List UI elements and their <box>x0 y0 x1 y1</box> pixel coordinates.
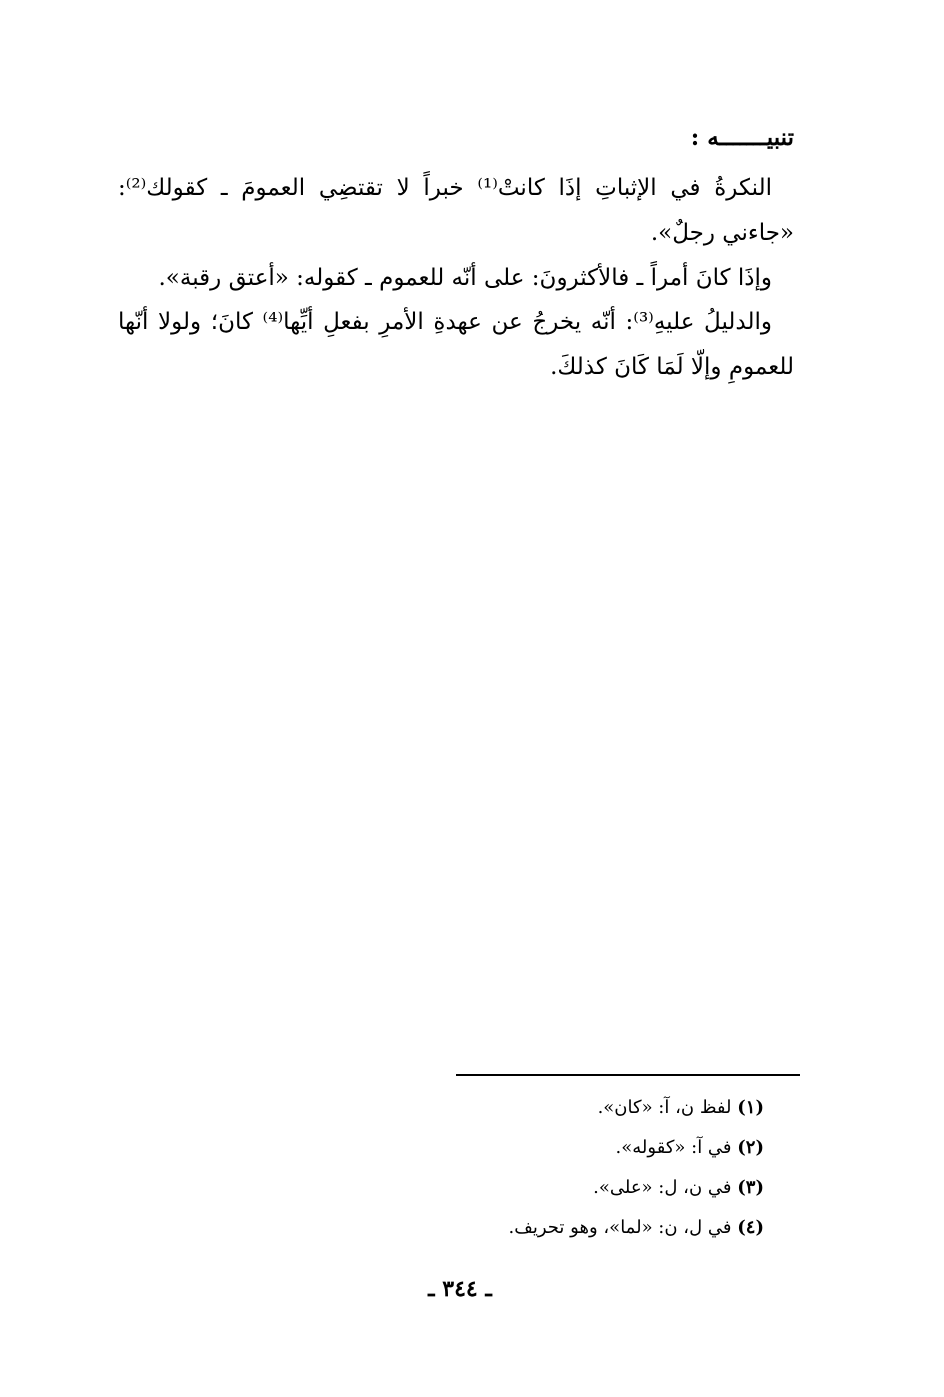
footnote-text: لفظ ن، آ: «كان». <box>597 1097 732 1118</box>
page-number: ـ ٣٤٤ ـ <box>428 1276 492 1302</box>
paragraph-text: والدليلُ عليهِ⁽³⁾: أنّه يخرجُ عن عهدةِ الأمرِ بفعلِ أيِّها⁽⁴⁾ كانَ؛ ولولا أنّها للعمومِ وإلّا لَمَا كَانَ كذلكَ. <box>118 309 794 380</box>
footnote-text: في ن، ل: «على». <box>593 1177 732 1198</box>
footnote-number: (٤) <box>737 1217 764 1238</box>
footnote-number: (١) <box>737 1097 764 1118</box>
paragraph-text: النكرةُ في الإثباتِ إذَا كانتْ⁽¹⁾ خبراً لا تقتضِي العمومَ ـ كقولك⁽²⁾: «جاءني رجلٌ». <box>118 175 794 246</box>
footnote-text: في آ: «كقوله». <box>615 1137 732 1158</box>
footnotes-section <box>509 1088 764 1248</box>
footnote-1 <box>509 1088 764 1128</box>
paragraph-2 <box>118 256 794 301</box>
footnote-2 <box>509 1128 764 1168</box>
footnote-number: (٢) <box>737 1137 764 1158</box>
paragraph-text: وإذَا كانَ أمراً ـ فالأكثرونَ: على أنّه للعموم ـ كقوله: «أعتق رقبة». <box>158 265 772 291</box>
paragraph-3 <box>118 300 794 390</box>
footnote-4 <box>509 1208 764 1248</box>
section-heading: تنبيـــــــه : <box>690 124 794 151</box>
footnote-number: (٣) <box>737 1177 764 1198</box>
paragraph-1 <box>118 166 794 256</box>
footnote-3 <box>509 1168 764 1208</box>
footnote-text: في ل، ن: «لما»، وهو تحريف. <box>508 1217 732 1238</box>
footnote-divider <box>456 1074 800 1076</box>
